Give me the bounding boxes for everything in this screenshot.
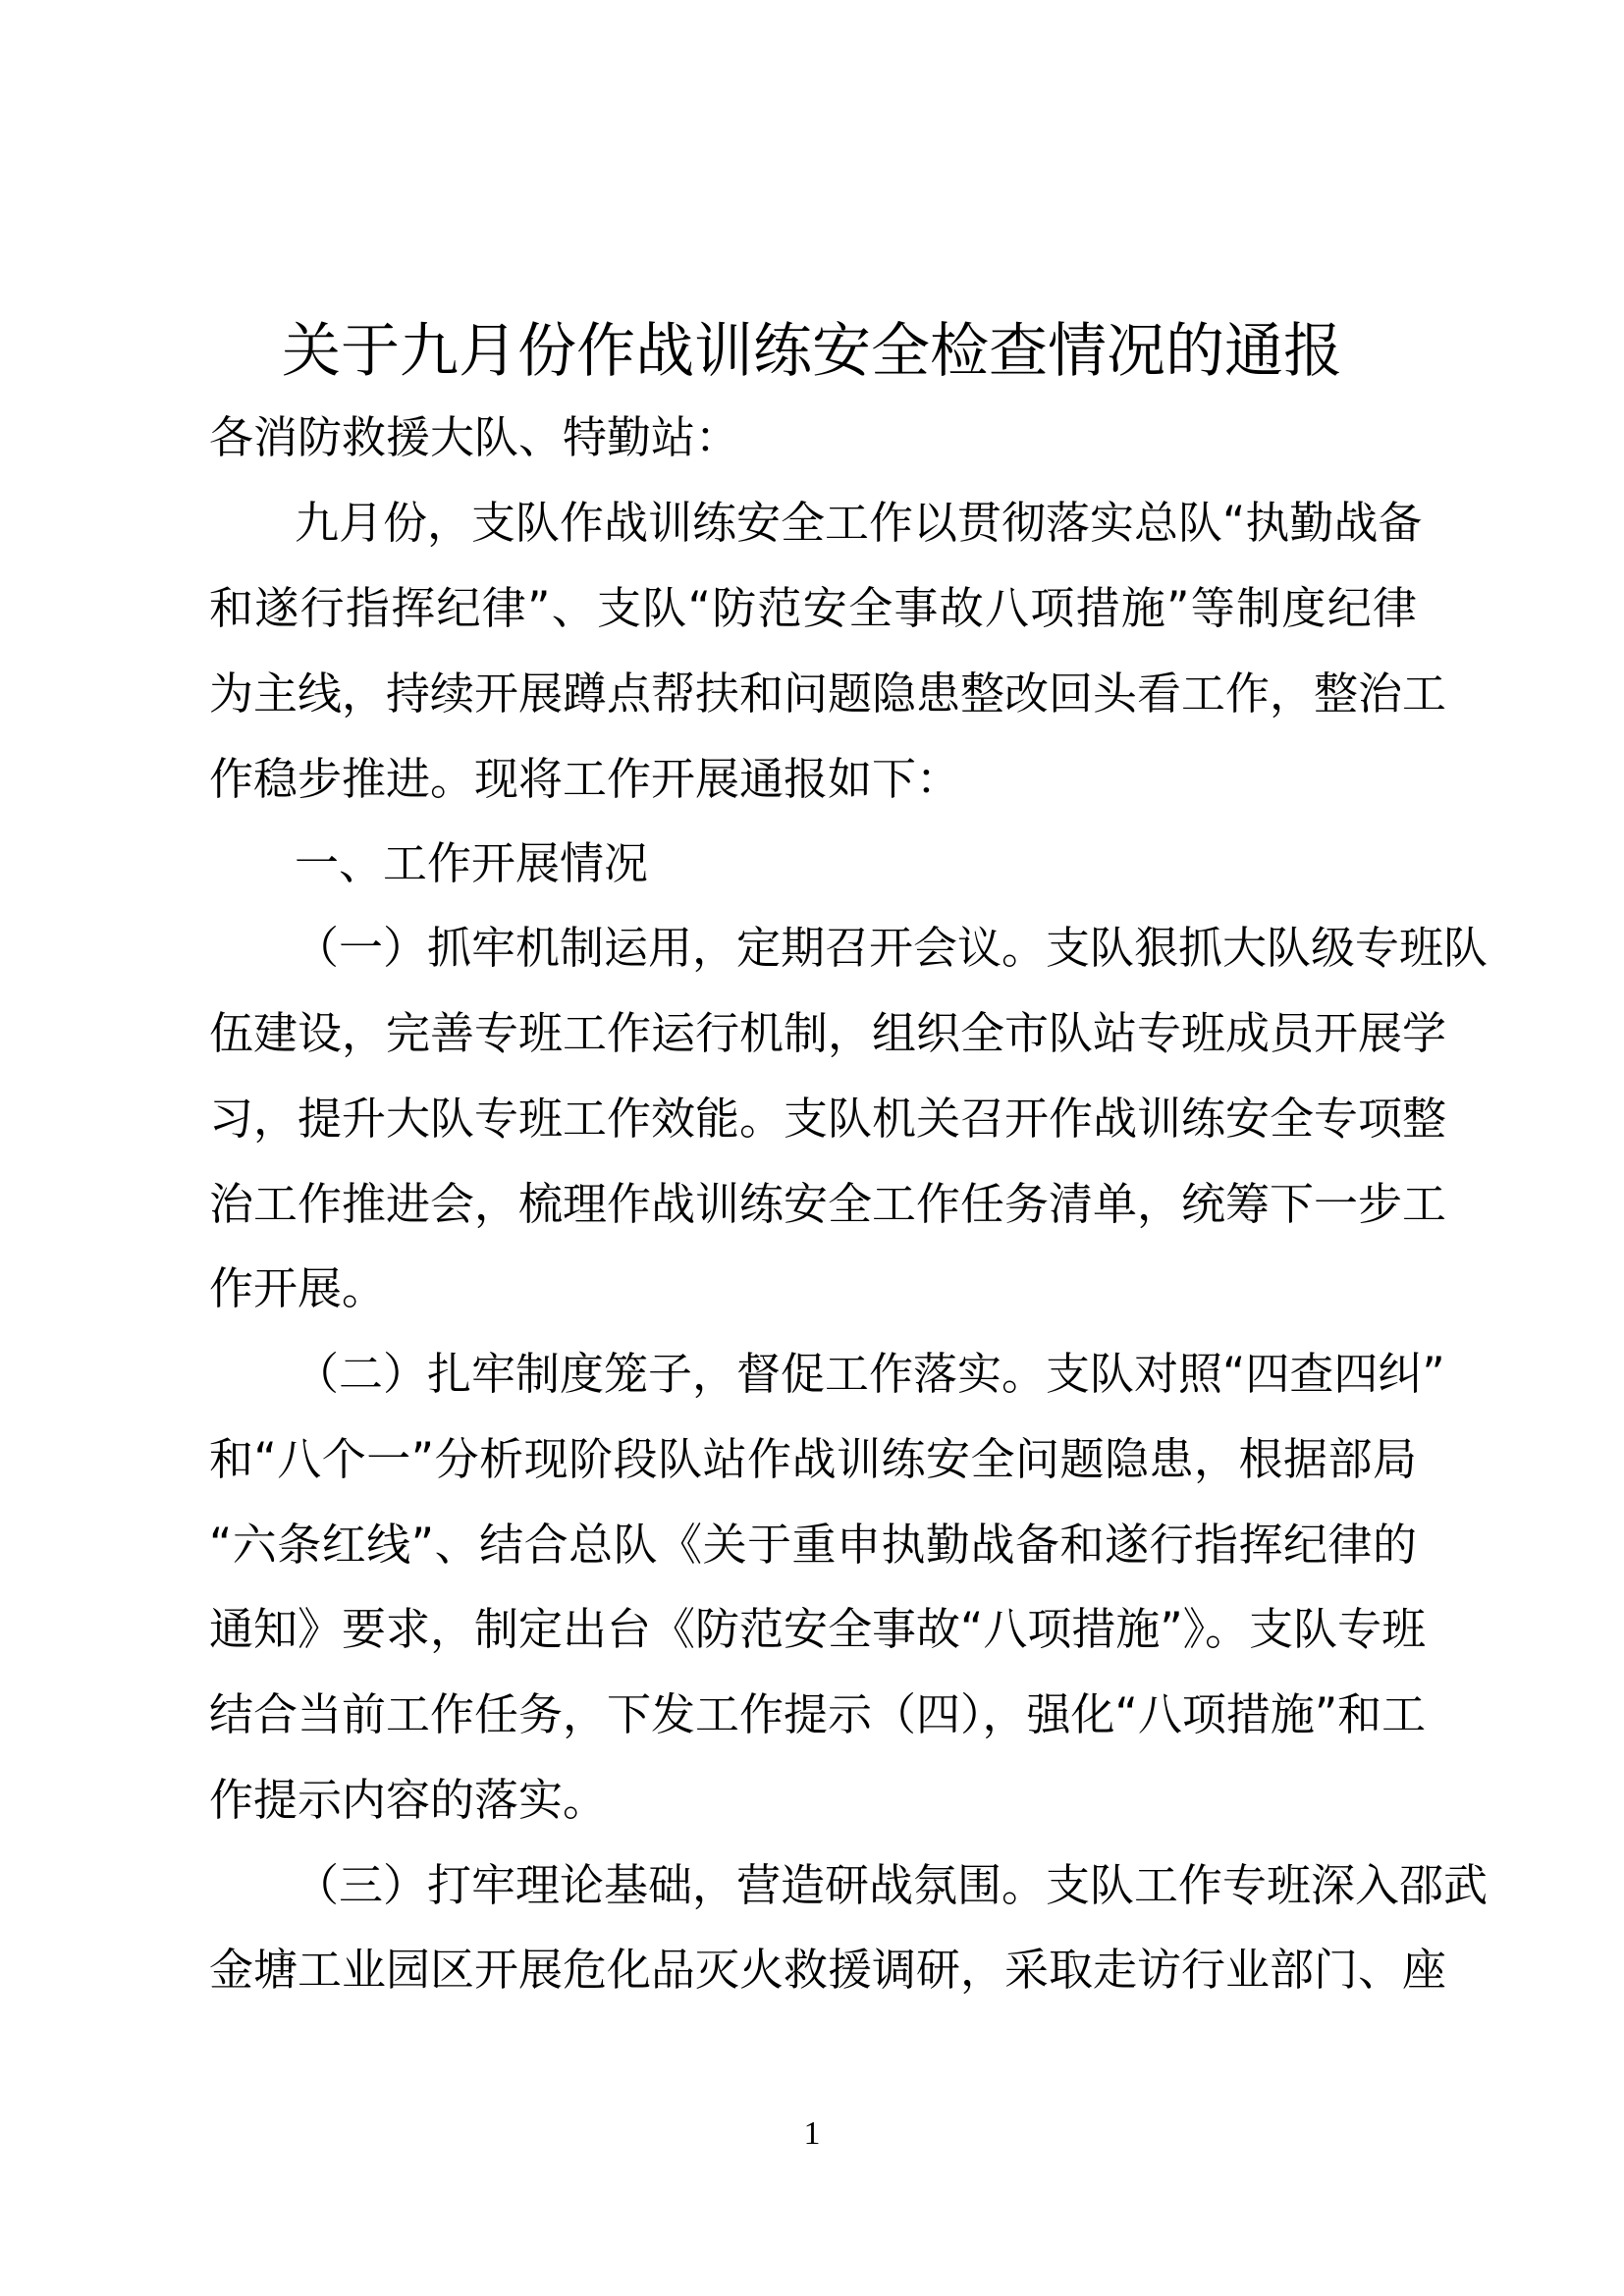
text-line: 金塘工业园区开展危化品灭火救援调研，采取走访行业部门、座 (209, 1944, 1447, 1996)
text-line: 习，提升大队专班工作效能。支队机关召开作战训练安全专项整 (209, 1093, 1447, 1145)
text-line: 和遂行指挥纪律”、支队“防范安全事故八项措施”等制度纪律 (209, 582, 1417, 634)
section-heading: 一、工作开展情况 (295, 837, 649, 889)
text-line: （一）抓牢机制运用，定期召开会议。支队狠抓大队级专班队 (295, 922, 1489, 974)
text-line: （二）扎牢制度笼子，督促工作落实。支队对照“四查四纠” (295, 1348, 1445, 1400)
page-number: 1 (803, 2115, 821, 2152)
text-line: 作稳步推进。现将工作开展通报如下： (209, 753, 961, 805)
text-line: 结合当前工作任务，下发工作提示（四），强化“八项措施”和工 (209, 1688, 1427, 1740)
text-line: 九月份，支队作战训练安全工作以贯彻落实总队“执勤战备 (295, 497, 1423, 549)
text-line: 治工作推进会，梳理作战训练安全工作任务清单，统筹下一步工 (209, 1178, 1447, 1230)
text-line: （三）打牢理论基础，营造研战氛围。支队工作专班深入邵武 (295, 1859, 1489, 1911)
addressee: 各消防救援大队、特勤站： (209, 411, 740, 463)
text-line: 和“八个一”分析现阶段队站作战训练安全问题隐患，根据部局 (209, 1433, 1417, 1485)
text-line: 作提示内容的落实。 (209, 1774, 608, 1826)
text-line: 为主线，持续开展蹲点帮扶和问题隐患整改回头看工作，整治工 (209, 667, 1447, 720)
text-line: 伍建设，完善专班工作运行机制，组织全市队站专班成员开展学 (209, 1007, 1447, 1059)
text-line: 作开展。 (209, 1262, 387, 1314)
document-title: 关于九月份作战训练安全检查情况的通报 (282, 317, 1342, 386)
text-line: “六条红线”、结合总队《关于重申执勤战备和遂行指挥纪律的 (209, 1519, 1417, 1571)
text-line: 通知》要求，制定出台《防范安全事故“八项措施”》。支队专班 (209, 1603, 1427, 1655)
